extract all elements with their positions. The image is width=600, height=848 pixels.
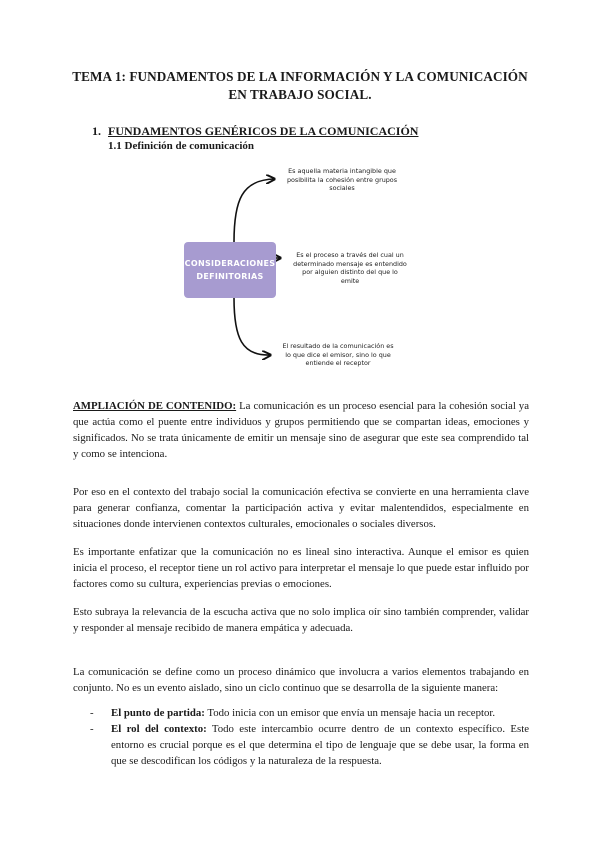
paragraph-trabajo-social: Por eso en el contexto del trabajo social la comunicación efectiva se convierte en una herramienta clave para generar confianza, comentar la participación activa y evitar malentendidos, especialmente en situaciones donde intervienen contextos culturales, emocionales o sociales diversos.	[73, 486, 529, 530]
paragraph-definicion: La comunicación se define como un proceso dinámico que involucra a varios elementos trabajando en conjunto. No es un evento aislado, sino un ciclo continuo que se desarrolla de la siguiente manera:	[73, 666, 529, 694]
arrow-branch-3	[234, 298, 270, 355]
arrow-branch-1	[234, 179, 274, 242]
branch-3-line: lo que dice el emisor, sino lo que	[285, 350, 391, 359]
list-item-text: Todo inicia con un emisor que envía un mensaje hacia un receptor.	[204, 707, 496, 719]
mind-map-diagram	[180, 160, 440, 375]
center-node	[184, 242, 276, 298]
subsection-heading: 1.1 Definición de comunicación	[108, 140, 255, 152]
paragraph-lead: AMPLIACIÓN DE CONTENIDO:	[73, 400, 237, 412]
paragraph-text: La comunicación es un proceso esencial para la cohesión social ya que actúa como el puente entre individuos y grupos permitiendo que se compartan ideas, emociones y significados. No se trata únicamente de emitir un mensaje sino de asegurar que este sea comprendido tal y como se intenciona.	[73, 400, 529, 460]
list-item	[73, 705, 529, 721]
branch-1-text	[272, 167, 412, 193]
elements-list	[73, 705, 529, 769]
branch-2-line: determinado mensaje es entendido	[293, 259, 407, 268]
list-item-term: El punto de partida:	[111, 707, 205, 719]
branch-3-line: entiende el receptor	[305, 359, 371, 368]
section-number: 1.	[92, 124, 101, 138]
title-line-2: EN TRABAJO SOCIAL.	[228, 87, 372, 102]
center-node-line-1: CONSIDERACIONES	[184, 259, 276, 268]
branch-1-line: posibilita la cohesión entre grupos	[286, 175, 398, 184]
list-item-term: El rol del contexto:	[111, 723, 207, 735]
title-line-1: TEMA 1: FUNDAMENTOS DE LA INFORMACIÓN Y LA COMUNICACIÓN	[72, 69, 528, 84]
branch-3-line: El resultado de la comunicación es	[282, 342, 394, 350]
page-title	[60, 68, 540, 104]
center-node-line-2: DEFINITORIAS	[196, 272, 264, 281]
section-title: FUNDAMENTOS GENÉRICOS DE LA COMUNICACIÓN	[108, 124, 419, 138]
section-heading	[92, 124, 418, 139]
list-bullet: -	[90, 723, 94, 735]
paragraph-interactiva: Es importante enfatizar que la comunicación no es lineal sino interactiva. Aunque el emisor es quien inicia el proceso, el receptor tiene un rol activo para interpretar el mensaje lo que puede estar influido por factores como su cultura, experiencias previas o emociones.	[73, 546, 529, 590]
branch-3-text	[266, 342, 410, 368]
branch-1-line: Es aquella materia intangible que	[288, 167, 396, 175]
branch-2-line: por alguien distinto del que lo	[302, 268, 398, 277]
list-bullet: -	[90, 707, 94, 719]
paragraph-escucha-activa: Esto subraya la relevancia de la escucha activa que no solo implica oír sino también comprender, validar y responder al mensaje recibido de manera empática y adecuada.	[73, 606, 529, 634]
branch-2-line: emite	[340, 276, 360, 285]
list-item-text: Todo este intercambio ocurre dentro de un contexto específico. Este entorno es crucial porque es el que determina el tipo de lenguaje que se debe usar, la forma en que se descodifican los códigos y la naturaleza de la respuesta.	[111, 723, 529, 767]
paragraph-ampliacion	[73, 398, 529, 462]
branch-2-text	[282, 251, 418, 285]
list-item	[73, 721, 529, 769]
branch-1-line: sociales	[329, 184, 355, 193]
branch-2-line: Es el proceso a través del cual un	[296, 251, 404, 259]
